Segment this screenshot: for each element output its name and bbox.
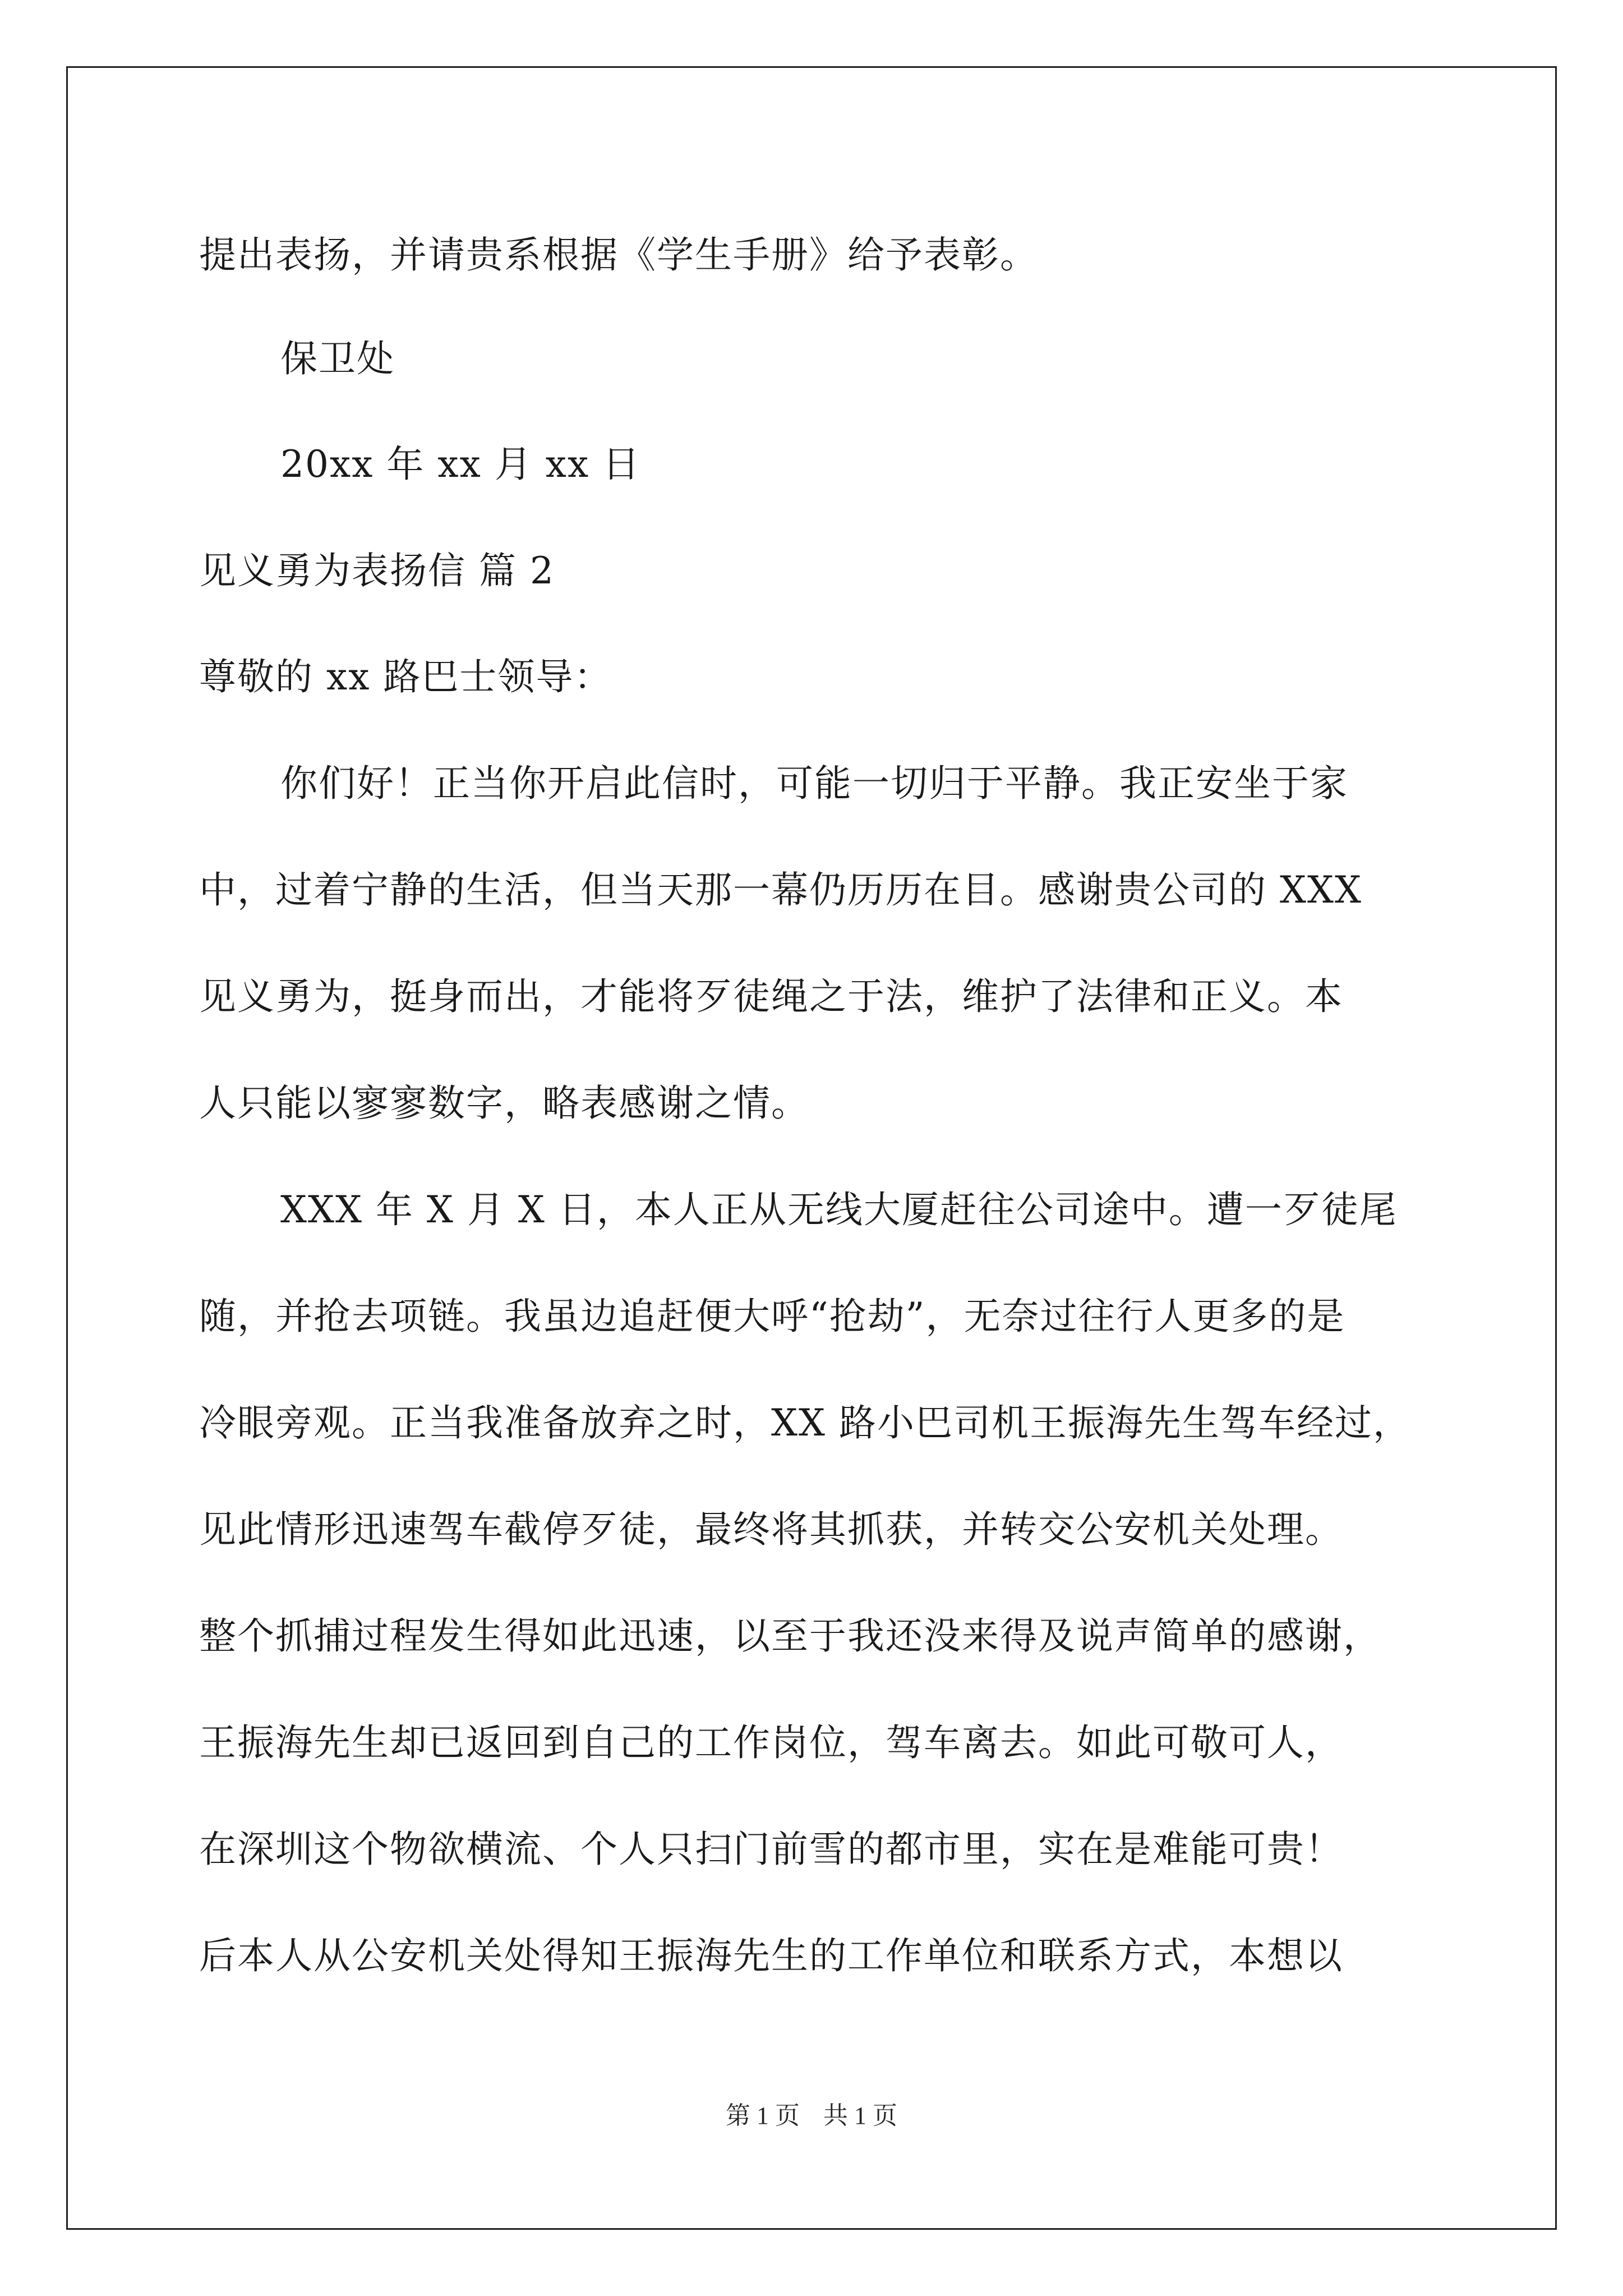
salutation: 尊敬的 xx 路巴士领导： [199, 655, 612, 698]
body-line-15: 王振海先生却已返回到自己的工作岗位，驾车离去。如此可敬可人， [199, 1721, 1343, 1764]
body-line-8: 见义勇为，挺身而出，才能将歹徒绳之于法，维护了法律和正义。本 [199, 975, 1343, 1018]
page-number: 第 1 页 [726, 2102, 800, 2129]
body-line-6: 你们好！正当你开启此信时，可能一切归于平静。我正安坐于家 [280, 762, 1348, 805]
body-line-16: 在深圳这个物欲横流、个人只扫门前雪的都市里，实在是难能可贵！ [199, 1828, 1343, 1871]
page-total: 共 1 页 [823, 2102, 897, 2129]
body-line-12: 冷眼旁观。正当我准备放弃之时，XX 路小巴司机王振海先生驾车经过， [199, 1401, 1411, 1444]
body-line-17: 后本人从公安机关处得知王振海先生的工作单位和联系方式，本想以 [199, 1934, 1343, 1977]
body-line-10: XXX 年 X 月 X 日，本人正从无线大厦赶往公司途中。遭一歹徒尾 [280, 1188, 1398, 1231]
body-line-1: 提出表扬，并请贵系根据《学生手册》给予表彰。 [199, 233, 1038, 277]
body-line-13: 见此情形迅速驾车截停歹徒，最终将其抓获，并转交公安机关处理。 [199, 1508, 1343, 1551]
body-line-9: 人只能以寥寥数字，略表感谢之情。 [199, 1082, 809, 1125]
section-heading: 见义勇为表扬信 篇 2 [199, 549, 555, 592]
page-border [66, 66, 1557, 2230]
body-line-14: 整个抓捕过程发生得如此迅速，以至于我还没来得及说声简单的感谢， [199, 1614, 1381, 1658]
body-line-11: 随，并抢去项链。我虽边追赶便大呼“抢劫”，无奈过往行人更多的是 [199, 1295, 1345, 1338]
page-footer [0, 2101, 1623, 2131]
body-line-7: 中，过着宁静的生活，但当天那一幕仍历历在目。感谢贵公司的 XXX [199, 868, 1362, 912]
signature-department: 保卫处 [280, 337, 395, 380]
signature-date: 20xx 年 xx 月 xx 日 [280, 443, 641, 486]
